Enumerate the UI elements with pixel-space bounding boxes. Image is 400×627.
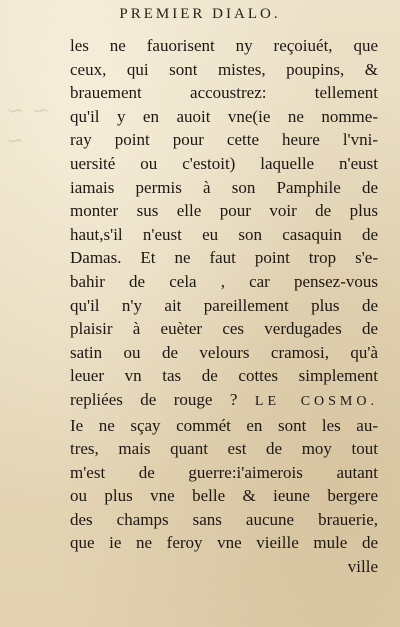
text-line-fragment: repliées de rouge ? — [70, 389, 238, 409]
bleed-through-mark: ~ — [6, 129, 25, 154]
text-line: qu'il y en auoit vne(ie ne nomme- — [70, 106, 378, 126]
text-line: ceux, qui sont mistes, poupins, & — [70, 59, 378, 79]
text-line: tres, mais quant est de moy tout — [70, 439, 378, 459]
text-line: uersité ou c'estoit) laquelle n'eust — [70, 153, 378, 173]
text-line: bahir de cela , car pensez-vous — [70, 271, 378, 291]
text-line-with-speaker — [70, 388, 378, 414]
body-text — [70, 34, 378, 579]
text-line: que ie ne feroy vne vieille mule de — [70, 533, 378, 553]
text-line: ou plus vne belle & ieune bergere — [70, 486, 378, 506]
text-line: les ne fauorisent ny reçoiuét, que — [70, 36, 378, 55]
text-line: des champs sans aucune brauerie, — [70, 509, 378, 529]
text-line: plaisir à euèter ces verdugades de — [70, 319, 378, 339]
text-line: monter sus elle pour voir de plus — [70, 201, 378, 221]
text-line: Ie ne sçay commét en sont les au- — [70, 415, 378, 435]
text-line: qu'il n'y ait pareillement plus de — [70, 295, 378, 315]
text-line: ray point pour cette heure l'vni- — [70, 130, 378, 150]
text-line: haut,s'il n'eust eu son casaquin de — [70, 224, 378, 244]
text-line: brauement accoustrez: tellement — [70, 83, 378, 103]
text-line: m'est de guerre:i'aimerois autant — [70, 462, 378, 482]
text-line: leuer vn tas de cottes simplement — [70, 366, 378, 386]
running-head: PREMIER DIALO. — [119, 6, 281, 22]
text-line: satin ou de velours cramosi, qu'à — [70, 342, 378, 362]
bleed-through-mark: ~ ~ — [6, 99, 50, 124]
catchword: ville — [347, 557, 378, 577]
speaker-name: LE COSMO. — [254, 393, 378, 409]
text-line: iamais permis à son Pamphile de — [70, 177, 378, 197]
text-line: Damas. Et ne faut point trop s'e- — [70, 248, 378, 268]
